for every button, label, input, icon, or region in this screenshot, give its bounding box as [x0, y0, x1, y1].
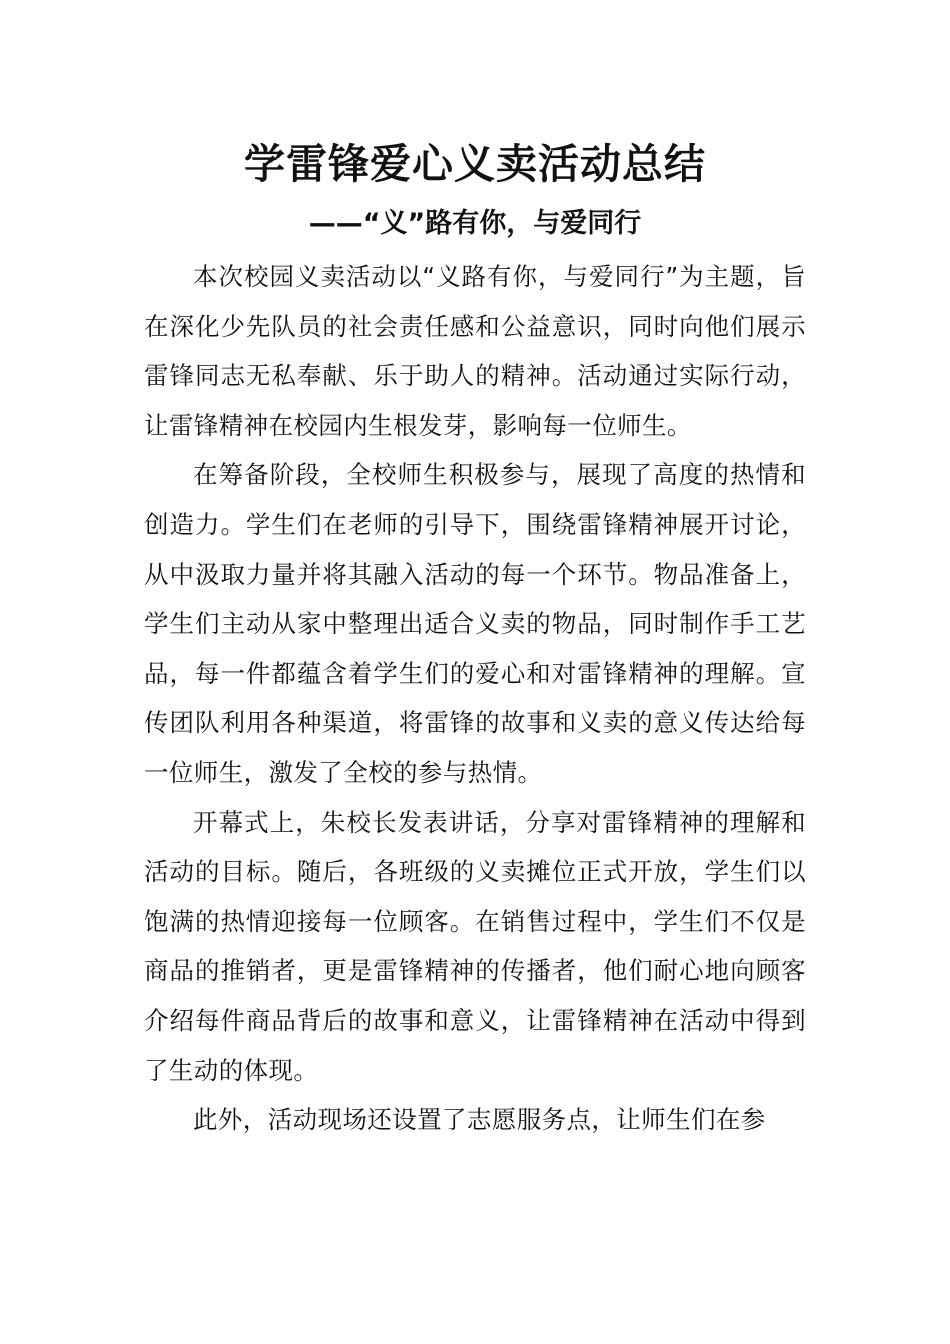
paragraph-3: 开幕式上，朱校长发表讲话，分享对雷锋精神的理解和活动的目标。随后，各班级的义卖摊位正式开放，学生们以饱满的热情迎接每一位顾客。在销售过程中，学生们不仅是商品的推销者，更是雷锋精神的传播者，他们耐心地向顾客介绍每件商品背后的故事和意义，让雷锋精神在活动中得到了生动的体现。	[144, 807, 806, 1085]
paragraph-1: 本次校园义卖活动以“义路有你，与爱同行”为主题，旨在深化少先队员的社会责任感和公益意识，同时向他们展示雷锋同志无私奉献、乐于助人的精神。活动通过实际行动，让雷锋精神在校园内生根发芽，影响每一位师生。	[144, 262, 806, 440]
paragraph-2: 在筹备阶段，全校师生积极参与，展现了高度的热情和创造力。学生们在老师的引导下，围绕雷锋精神展开讨论，从中汲取力量并将其融入活动的每一个环节。物品准备上，学生们主动从家中整理出适合义卖的物品，同时制作手工艺品，每一件都蕴含着学生们的爱心和对雷锋精神的理解。宣传团队利用各种渠道，将雷锋的故事和义卖的意义传达给每一位师生，激发了全校的参与热情。	[144, 460, 806, 787]
paragraph-4: 此外，活动现场还设置了志愿服务点，让师生们在参	[193, 1105, 766, 1135]
document-subtitle: ——“义”路有你，与爱同行	[308, 208, 642, 239]
document-body	[144, 252, 806, 1145]
document-title: 学雷锋爱心义卖活动总结	[244, 140, 706, 188]
